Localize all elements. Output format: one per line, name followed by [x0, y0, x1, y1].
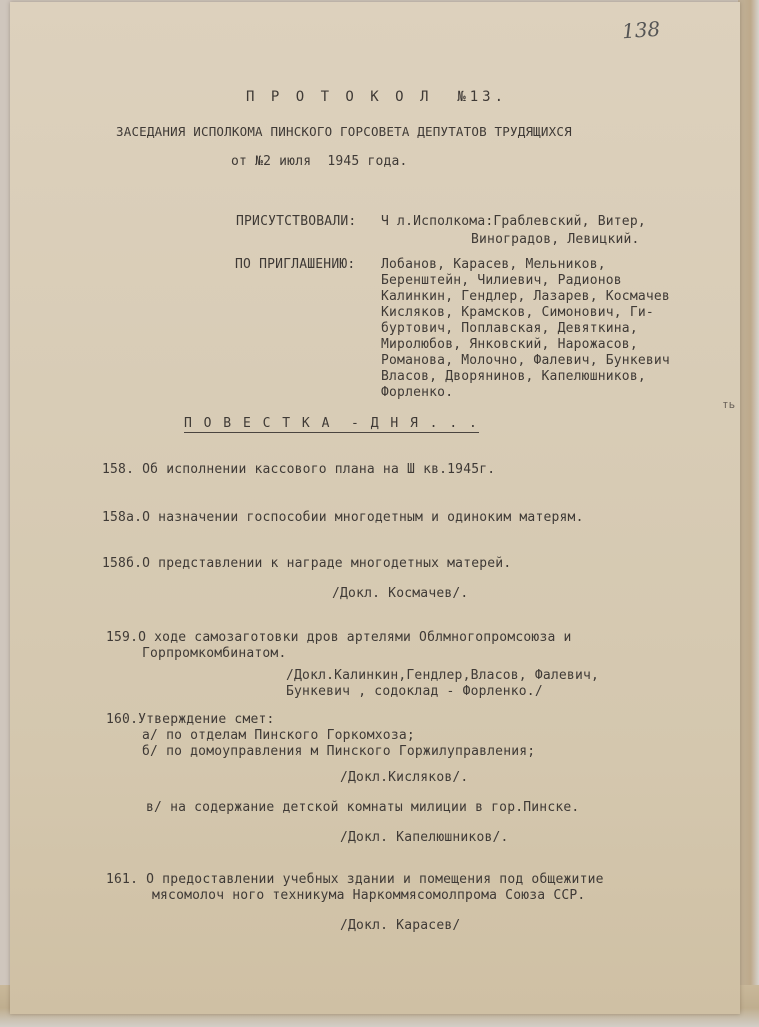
agenda-speaker: /Докл. Капелюшников/. — [340, 830, 509, 845]
invited-line: Миролюбов, Янковский, Нарожасов, — [381, 337, 638, 352]
agenda-item-158b: 158б.О представлении к награде многодетных матерей. — [102, 556, 512, 571]
invited-label: ПО ПРИГЛАШЕНИЮ: — [235, 257, 356, 272]
agenda-speaker: /Докл. Карасев/ — [340, 918, 461, 933]
invited-line: буртович, Поплавская, Девяткина, — [381, 321, 638, 336]
protocol-title: П Р О Т О К О Л №13. — [246, 89, 508, 105]
invited-line: Беренштейн, Чилиевич, Радионов — [381, 273, 622, 288]
agenda-item-160a: а/ по отделам Пинского Горкомхоза; — [142, 728, 415, 743]
page-number: 138 — [621, 16, 661, 44]
agenda-item-159: 159.О ходе самозаготовки дров артелями Облмногопромсоюза и — [106, 630, 572, 645]
agenda-item-158a: 158а.О назначении госпособии многодетным и одиноким матерям. — [102, 510, 584, 525]
agenda-speaker: /Докл.Калинкин,Гендлер,Власов, Фалевич, — [286, 668, 600, 683]
agenda-item-159-cont: Горпромкомбинатом. — [142, 646, 287, 661]
protocol-date: от №2 июля 1945 года. — [231, 154, 408, 169]
invited-line: Лобанов, Карасев, Мельников, — [381, 257, 606, 272]
agenda-speaker: /Докл.Кисляков/. — [340, 770, 469, 785]
agenda-item-158: 158. Об исполнении кассового плана на Ш кв.1945г. — [102, 462, 496, 477]
agenda-item-160b: б/ по домоуправления м Пинского Горжилуправления; — [142, 744, 536, 759]
agenda-item-161: 161. О предоставлении учебных здании и помещения под общежитие — [106, 872, 604, 887]
invited-line: Форленко. — [381, 385, 454, 400]
agenda-item-160: 160.Утверждение смет: — [106, 712, 275, 727]
margin-note: ть — [722, 398, 736, 411]
present-members-line-1: Ч л.Исполкома:Граблевский, Витер, — [381, 214, 646, 229]
present-members-line-2: Виноградов, Левицкий. — [471, 232, 640, 247]
page-stack-right-edge — [738, 0, 759, 1027]
invited-line: Власов, Дворянинов, Капелюшников, — [381, 369, 646, 384]
document-page — [10, 2, 740, 1014]
agenda-item-161-cont: мясомолоч ного техникума Наркоммясомолпрома Союза ССР. — [152, 888, 586, 903]
protocol-subtitle: ЗАСЕДАНИЯ ИСПОЛКОМА ПИНСКОГО ГОРСОВЕТА ДЕПУТАТОВ ТРУДЯЩИХСЯ — [116, 124, 572, 139]
invited-line: Кисляков, Крамсков, Симонович, Ги- — [381, 305, 654, 320]
invited-line: Калинкин, Гендлер, Лазарев, Космачев — [381, 289, 670, 304]
agenda-speaker: /Докл. Космачев/. — [332, 586, 469, 601]
agenda-item-160v: в/ на содержание детской комнаты милиции в гор.Пинске. — [146, 800, 580, 815]
agenda-speaker-cont: Бункевич , содоклад - Форленко./ — [286, 684, 543, 699]
invited-line: Романова, Молочно, Фалевич, Бункевич — [381, 353, 670, 368]
agenda-heading: П О В Е С Т К А - Д Н Я . . . — [184, 416, 479, 431]
present-label: ПРИСУТСТВОВАЛИ: — [236, 214, 357, 229]
